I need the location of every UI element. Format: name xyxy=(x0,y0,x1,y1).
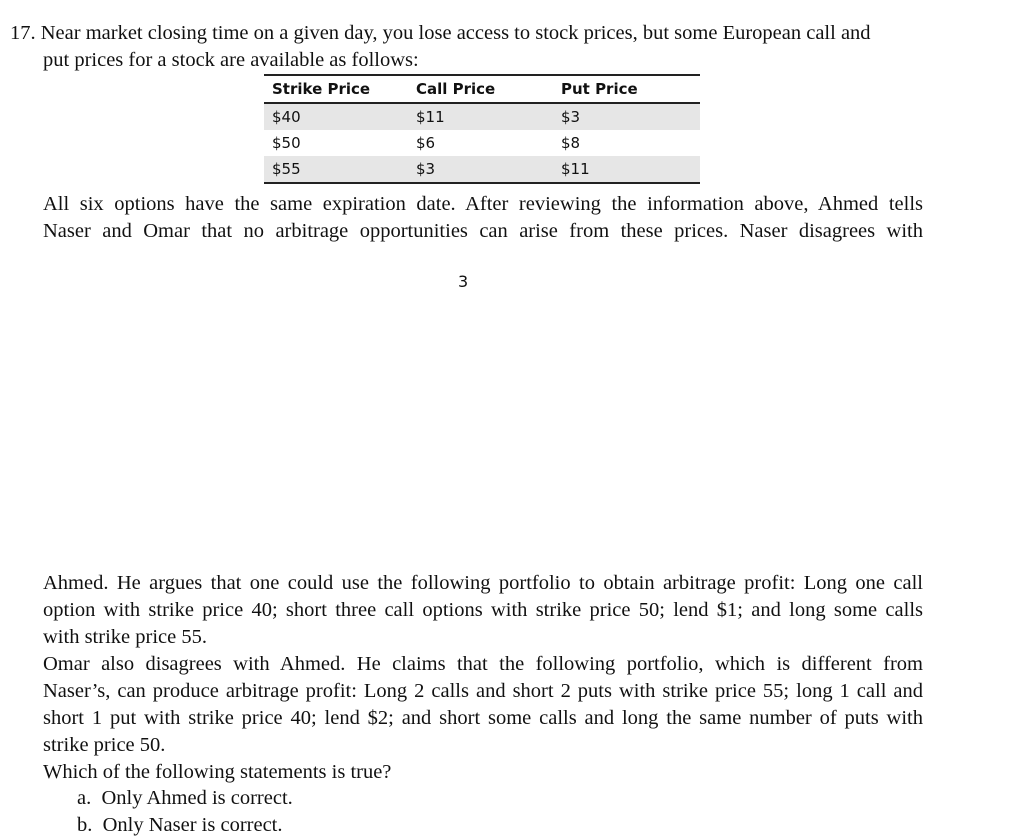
paragraph-3-line-1: Omar also disagrees with Ahmed. He claims that the following portfolio, which is different from xyxy=(43,653,923,675)
paragraph-1-line-1: All six options have the same expiration date. After reviewing the information above, Ahmed tells xyxy=(43,193,923,215)
paragraph-2-line-1: Ahmed. He argues that one could use the following portfolio to obtain arbitrage profit: Long one call xyxy=(43,572,923,594)
call-cell: $11 xyxy=(416,108,445,126)
answer-option-a xyxy=(77,785,293,812)
paragraph-2-line-2: option with strike price 40; short three call options with strike price 50; lend $1; and long some calls xyxy=(43,599,923,621)
option-label: a. xyxy=(77,787,92,809)
question-intro-line-2: put prices for a stock are available as follows: xyxy=(43,49,419,71)
strike-cell: $55 xyxy=(272,160,301,178)
call-cell: $3 xyxy=(416,160,436,178)
paragraph-2-line-3: with strike price 55. xyxy=(43,626,207,648)
paragraph-3-line-4: strike price 50. xyxy=(43,734,166,756)
strike-cell: $40 xyxy=(272,108,301,126)
paragraph-3-line-2: Naser’s, can produce arbitrage profit: Long 2 calls and short 2 puts with strike price 55; long 1 call and xyxy=(43,680,923,702)
question-intro-line-1: Near market closing time on a given day, you lose access to stock prices, but some European call and xyxy=(40,22,871,44)
put-cell: $8 xyxy=(561,134,581,152)
option-price-table xyxy=(264,74,700,184)
option-text: Only Ahmed is correct. xyxy=(101,787,293,809)
paragraph-1-line-2: Naser and Omar that no arbitrage opportunities can arise from these prices. Naser disagrees with xyxy=(43,220,923,242)
question-prompt: Which of the following statements is true? xyxy=(43,761,392,783)
call-cell: $6 xyxy=(416,134,436,152)
table-header-row xyxy=(264,74,700,104)
put-cell: $11 xyxy=(561,160,590,178)
option-label: b. xyxy=(77,814,93,836)
header-call-price: Call Price xyxy=(416,80,496,98)
answer-option-b xyxy=(77,812,283,839)
strike-cell: $50 xyxy=(272,134,301,152)
header-put-price: Put Price xyxy=(561,80,638,98)
table-row xyxy=(264,104,700,130)
header-strike-price: Strike Price xyxy=(272,80,371,98)
page-number: 3 xyxy=(458,272,469,291)
question-line-1 xyxy=(10,20,871,47)
table-row xyxy=(264,130,700,156)
paragraph-3-line-3: short 1 put with strike price 40; lend $2; and short some calls and long the same number of puts with xyxy=(43,707,923,729)
table-row xyxy=(264,156,700,184)
put-cell: $3 xyxy=(561,108,581,126)
question-number: 17. xyxy=(10,22,36,44)
option-text: Only Naser is correct. xyxy=(102,814,283,836)
